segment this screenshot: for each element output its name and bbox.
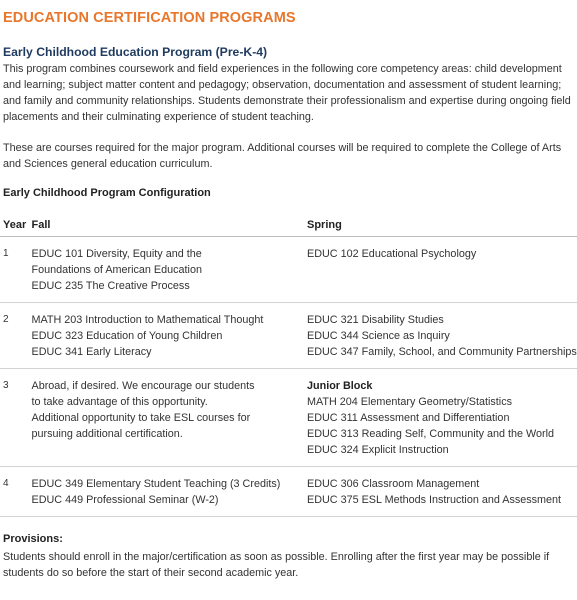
- provisions-label: Provisions:: [3, 533, 63, 545]
- provisions-text: Students should enroll in the major/certification as soon as possible. Enrolling after the first year may be possible if students do so before the start of their second academic year.: [3, 551, 550, 579]
- config-heading: Early Childhood Program Configuration: [3, 187, 211, 199]
- year-number: 3: [3, 380, 9, 391]
- fall-header: Fall: [32, 215, 308, 237]
- intro-paragraph: This program combines coursework and field experiences in the following core competency areas: child development and learning; subject matter content and pedagogy; observation, documentation and assessment of student learning; and family and community relationships. Students demonstrate their professionalism and expertise during ongoing field placements and their culminating experience of student teaching.: [3, 63, 571, 123]
- year-number: 4: [3, 478, 9, 489]
- table-row: [0, 303, 577, 369]
- spring-course: EDUC 324 Explicit Instruction: [307, 444, 449, 456]
- fall-cell: [32, 467, 308, 517]
- fall-course: MATH 203 Introduction to Mathematical Thought: [31, 314, 264, 326]
- spring-course: EDUC 375 ESL Methods Instruction and Assessment: [307, 494, 562, 506]
- spring-course: EDUC 102 Educational Psychology: [307, 248, 477, 260]
- spring-header: Spring: [307, 215, 577, 237]
- fall-course: EDUC 235 The Creative Process: [31, 280, 190, 292]
- fall-course: Foundations of American Education: [31, 264, 202, 276]
- fall-course: EDUC 449 Professional Seminar (W-2): [31, 494, 219, 506]
- fall-course: EDUC 323 Education of Young Children: [31, 330, 223, 342]
- program-subtitle: Early Childhood Education Program (Pre-K-4): [3, 45, 268, 59]
- year-cell: [0, 467, 32, 517]
- table-header-row: [0, 215, 577, 237]
- fall-cell: [32, 303, 308, 369]
- fall-course: EDUC 101 Diversity, Equity and the: [31, 248, 202, 260]
- spring-course: EDUC 311 Assessment and Differentiation: [307, 412, 510, 424]
- fall-course: to take advantage of this opportunity.: [31, 396, 208, 408]
- table-row: [0, 467, 577, 517]
- fall-course: Abroad, if desired. We encourage our students: [31, 380, 255, 392]
- spring-course: MATH 204 Elementary Geometry/Statistics: [307, 396, 513, 408]
- spring-course: EDUC 347 Family, School, and Community Partnerships: [307, 346, 577, 358]
- spring-course: EDUC 321 Disability Studies: [307, 314, 444, 326]
- table-body: [0, 237, 577, 517]
- year-number: 2: [3, 314, 9, 325]
- spring-cell: [307, 369, 577, 467]
- requirements-note: These are courses required for the major program. Additional courses will be required to complete the College of Arts and Sciences general education curriculum.: [3, 142, 562, 170]
- fall-course: EDUC 349 Elementary Student Teaching (3 Credits): [31, 478, 281, 490]
- fall-course: pursuing additional certification.: [31, 428, 183, 440]
- fall-cell: [32, 369, 308, 467]
- year-cell: [0, 237, 32, 303]
- fall-course: EDUC 341 Early Literacy: [31, 346, 152, 358]
- spring-course: EDUC 306 Classroom Management: [307, 478, 480, 490]
- fall-course: Additional opportunity to take ESL courses for: [31, 412, 251, 424]
- fall-cell: [32, 237, 308, 303]
- spring-cell: [307, 467, 577, 517]
- page-title: EDUCATION CERTIFICATION PROGRAMS: [3, 10, 296, 26]
- program-table: [0, 215, 577, 517]
- spring-block-heading: Junior Block: [307, 380, 373, 392]
- spring-course: EDUC 313 Reading Self, Community and the World: [307, 428, 555, 440]
- year-number: 1: [3, 248, 9, 259]
- spring-cell: [307, 237, 577, 303]
- spring-cell: [307, 303, 577, 369]
- year-header: Year: [0, 215, 32, 237]
- year-cell: [0, 303, 32, 369]
- table-row: [0, 369, 577, 467]
- year-cell: [0, 369, 32, 467]
- table-row: [0, 237, 577, 303]
- spring-course: EDUC 344 Science as Inquiry: [307, 330, 450, 342]
